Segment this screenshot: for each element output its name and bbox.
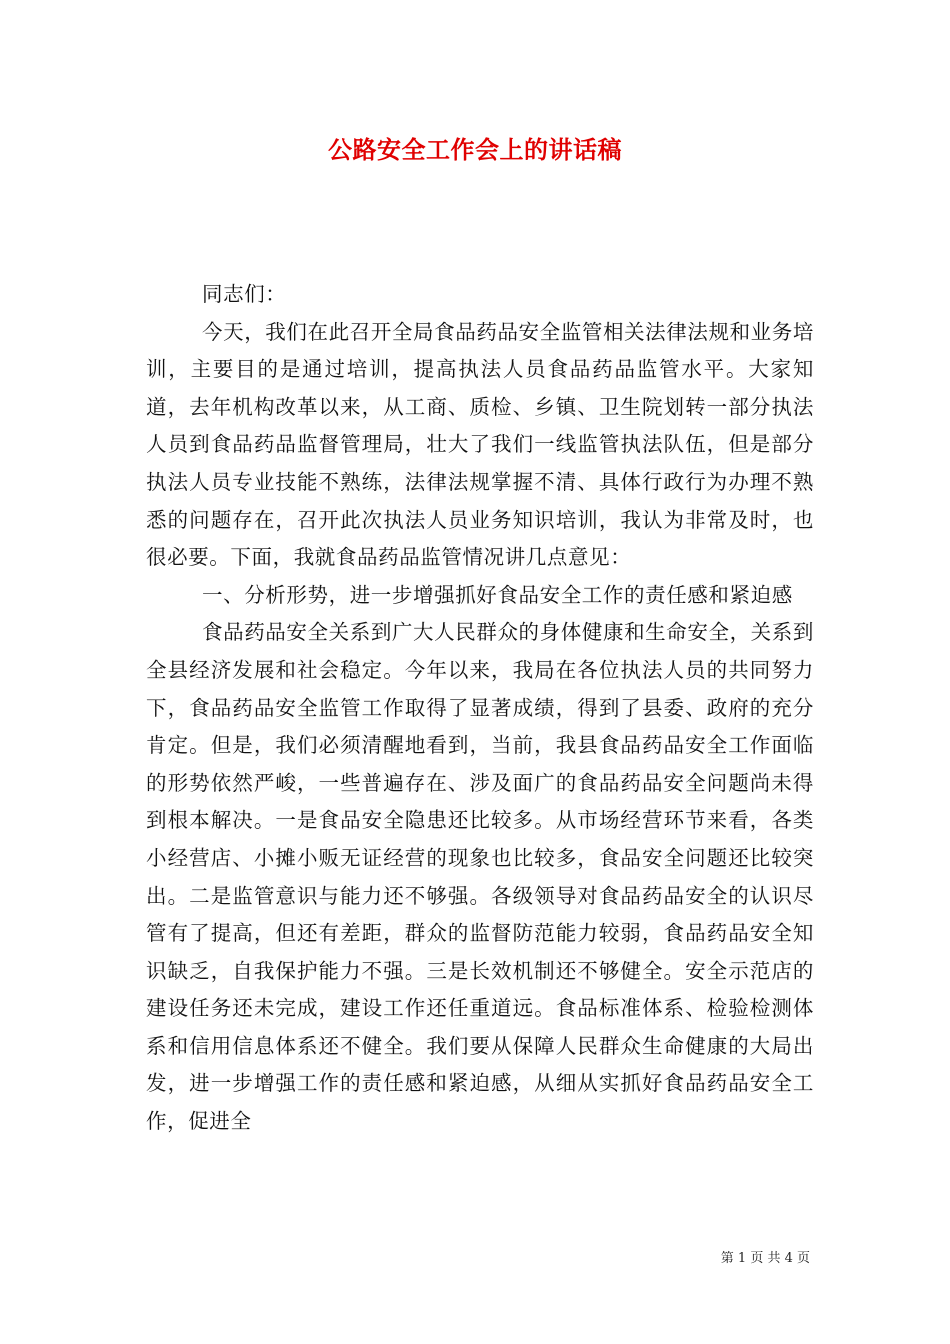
section-heading-1: 一、分析形势，进一步增强抓好食品安全工作的责任感和紧迫感: [202, 582, 793, 607]
document-body: [146, 276, 814, 1141]
document-title: 公路安全工作会上的讲话稿: [328, 135, 622, 164]
page-number: 第 1 页 共 4 页: [720, 1251, 810, 1266]
paragraph-intro: 今天，我们在此召开全局食品药品安全监管相关法律法规和业务培训，主要目的是通过培训，提高执法人员食品药品监管水平。大家知道，去年机构改革以来，从工商、质检、乡镇、卫生院划转一部分执法人员到食品药品监督管理局，壮大了我们一线监管执法队伍，但是部分执法人员专业技能不熟练，法律法规掌握不清、具体行政行为办理不熟悉的问题存在，召开此次执法人员业务知识培训，我认为非常及时，也很必要。下面，我就食品药品监管情况讲几点意见：: [146, 319, 814, 570]
salutation: 同志们：: [202, 282, 287, 306]
paragraph-situation: 食品药品安全关系到广大人民群众的身体健康和生命安全，关系到全县经济发展和社会稳定。今年以来，我局在各位执法人员的共同努力下，食品药品安全监管工作取得了显著成绩，得到了县委、政府的充分肯定。但是，我们必须清醒地看到，当前，我县食品药品安全工作面临的形势依然严峻，一些普遍存在、涉及面广的食品药品安全问题尚未得到根本解决。一是食品安全隐患还比较多。从市场经营环节来看，各类小经营店、小摊小贩无证经营的现象也比较多，食品安全问题还比较突出。二是监管意识与能力还不够强。各级领导对食品药品安全的认识尽管有了提高，但还有差距，群众的监督防范能力较弱，食品药品安全知识缺乏，自我保护能力不强。三是长效机制还不够健全。安全示范店的建设任务还未完成，建设工作还任重道远。食品标准体系、检验检测体系和信用信息体系还不健全。我们要从保障人民群众生命健康的大局出发，进一步增强工作的责任感和紧迫感，从细从实抓好食品药品安全工作，促进全: [146, 620, 814, 1134]
